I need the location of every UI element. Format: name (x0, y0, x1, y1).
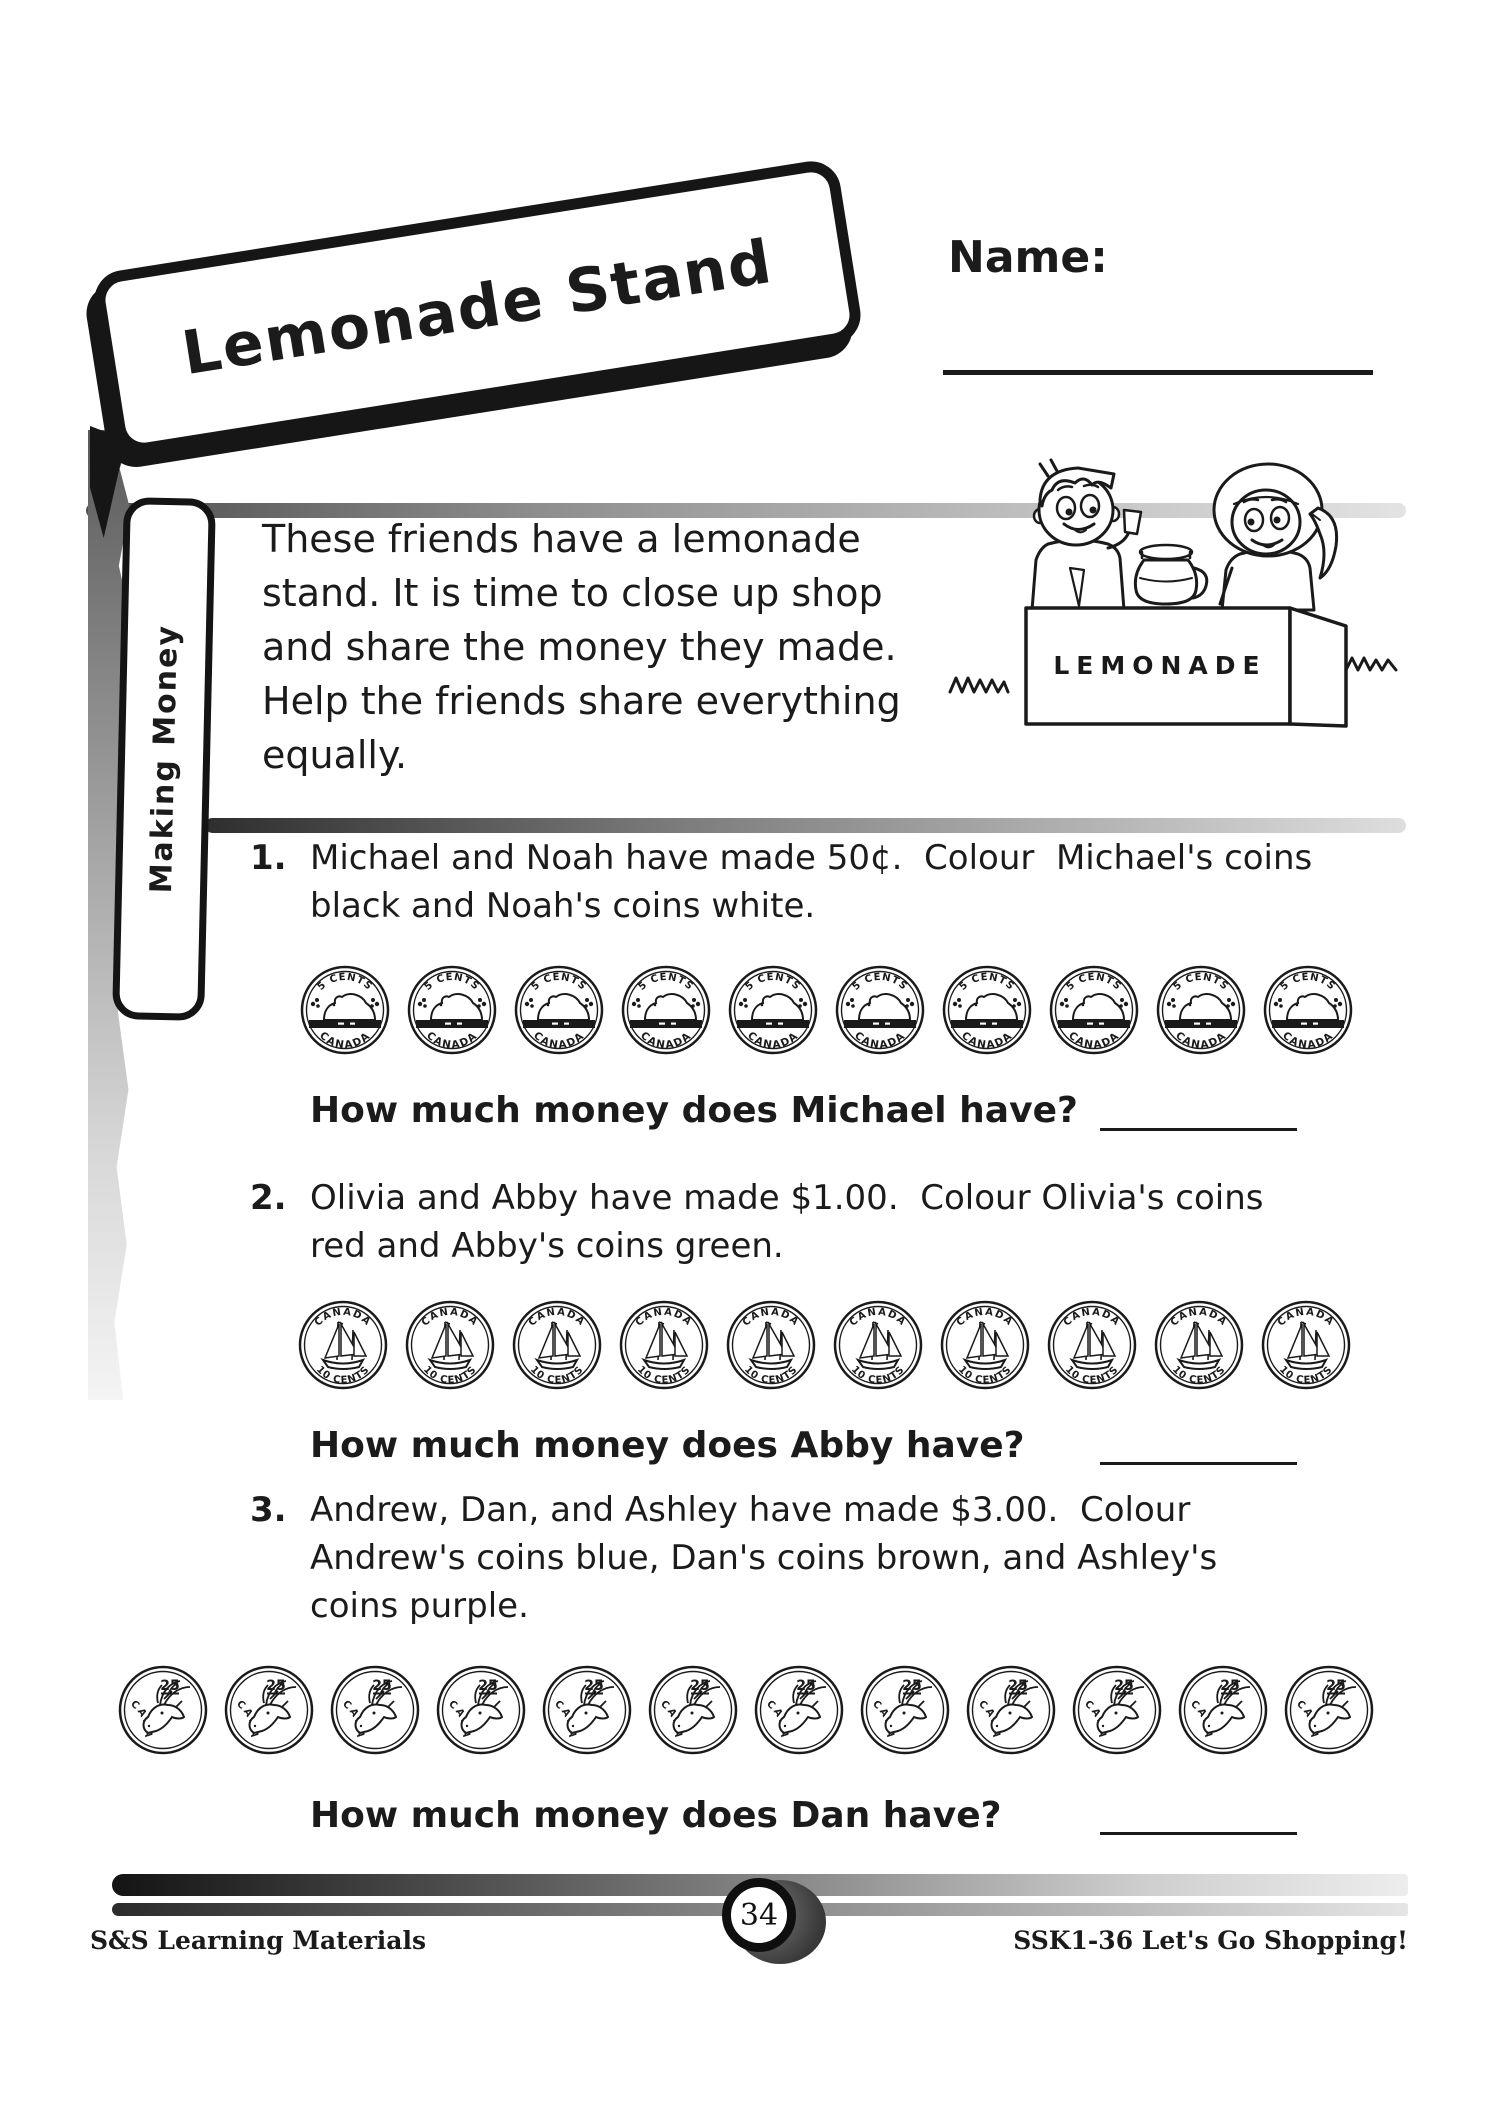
pitcher (1135, 545, 1206, 604)
coin-row-nickels (300, 965, 1353, 1055)
footer-left-text: S&S Learning Materials (90, 1926, 427, 1955)
nickel-coin[interactable] (514, 965, 604, 1055)
grass-right (1346, 658, 1396, 670)
name-label: Name: (948, 232, 1108, 283)
quarter-coin[interactable] (224, 1665, 314, 1755)
lemonade-sign-text: LEMONADE (1053, 651, 1267, 680)
nickel-coin[interactable] (835, 965, 925, 1055)
page-title: Lemonade Stand (177, 226, 778, 389)
nickel-coin[interactable] (300, 965, 390, 1055)
nickel-coin[interactable] (1263, 965, 1353, 1055)
dime-coin[interactable] (298, 1300, 388, 1390)
lemonade-stand-illustration (948, 428, 1398, 728)
dime-coin[interactable] (619, 1300, 709, 1390)
title-banner (90, 157, 865, 458)
question-prompt: How much money does Michael have? (310, 1090, 1078, 1131)
boy-figure (1032, 460, 1141, 610)
question-text-line: Olivia and Abby have made $1.00. Colour Olivia's coins (310, 1178, 1264, 1218)
intro-line: Help the friends share everything (262, 679, 901, 723)
coin-row-quarters (118, 1665, 1374, 1755)
nickel-coin[interactable] (942, 965, 1032, 1055)
dime-coin[interactable] (726, 1300, 816, 1390)
intro-paragraph (262, 512, 901, 782)
quarter-coin[interactable] (754, 1665, 844, 1755)
dime-coin[interactable] (833, 1300, 923, 1390)
dime-coin[interactable] (1154, 1300, 1244, 1390)
question-prompt: How much money does Dan have? (310, 1795, 1002, 1836)
page-number-badge (722, 1878, 796, 1952)
nickel-coin[interactable] (407, 965, 497, 1055)
dime-coin[interactable] (1261, 1300, 1351, 1390)
nickel-coin[interactable] (1049, 965, 1139, 1055)
sidebar-tab (112, 497, 216, 1021)
quarter-coin[interactable] (1072, 1665, 1162, 1755)
dime-coin[interactable] (1047, 1300, 1137, 1390)
answer-blank[interactable] (1100, 1128, 1297, 1131)
coin-row-dimes (298, 1300, 1351, 1390)
girl-figure (1214, 464, 1337, 610)
quarter-coin[interactable] (1178, 1665, 1268, 1755)
divider-bar-middle (205, 818, 1406, 833)
quarter-coin[interactable] (542, 1665, 632, 1755)
girl-ponytail (1310, 508, 1337, 578)
quarter-coin[interactable] (1284, 1665, 1374, 1755)
nickel-coin[interactable] (1156, 965, 1246, 1055)
answer-blank[interactable] (1100, 1832, 1297, 1835)
dime-coin[interactable] (405, 1300, 495, 1390)
quarter-coin[interactable] (648, 1665, 738, 1755)
question-number: 1. (250, 838, 287, 878)
answer-blank[interactable] (1100, 1462, 1297, 1465)
quarter-coin[interactable] (330, 1665, 420, 1755)
question-number: 2. (250, 1178, 287, 1218)
footer-right-text: SSK1-36 Let's Go Shopping! (1013, 1926, 1408, 1955)
question-text-line: coins purple. (310, 1586, 529, 1626)
intro-line: These friends have a lemonade (262, 517, 861, 561)
boy-cup (1124, 510, 1141, 534)
dime-coin[interactable] (512, 1300, 602, 1390)
page-number: 34 (739, 1897, 779, 1933)
nickel-coin[interactable] (621, 965, 711, 1055)
intro-line: and share the money they made. (262, 625, 897, 669)
name-underline[interactable] (943, 370, 1373, 375)
question-prompt: How much money does Abby have? (310, 1425, 1025, 1466)
question-number: 3. (250, 1490, 287, 1530)
question-text-line: Andrew's coins blue, Dan's coins brown, and Ashley's (310, 1538, 1218, 1578)
question-text-line: red and Abby's coins green. (310, 1226, 784, 1266)
grass-left (950, 678, 1008, 692)
quarter-coin[interactable] (436, 1665, 526, 1755)
nickel-coin[interactable] (728, 965, 818, 1055)
question-text-line: Michael and Noah have made 50¢. Colour Michael's coins (310, 838, 1313, 878)
intro-line: stand. It is time to close up shop (262, 571, 883, 615)
dime-coin[interactable] (940, 1300, 1030, 1390)
quarter-coin[interactable] (966, 1665, 1056, 1755)
sidebar-label: Making Money (143, 623, 185, 895)
question-text-line: black and Noah's coins white. (310, 886, 816, 926)
question-text-line: Andrew, Dan, and Ashley have made $3.00. Colour (310, 1490, 1191, 1530)
quarter-coin[interactable] (860, 1665, 950, 1755)
quarter-coin[interactable] (118, 1665, 208, 1755)
intro-line: equally. (262, 733, 408, 777)
